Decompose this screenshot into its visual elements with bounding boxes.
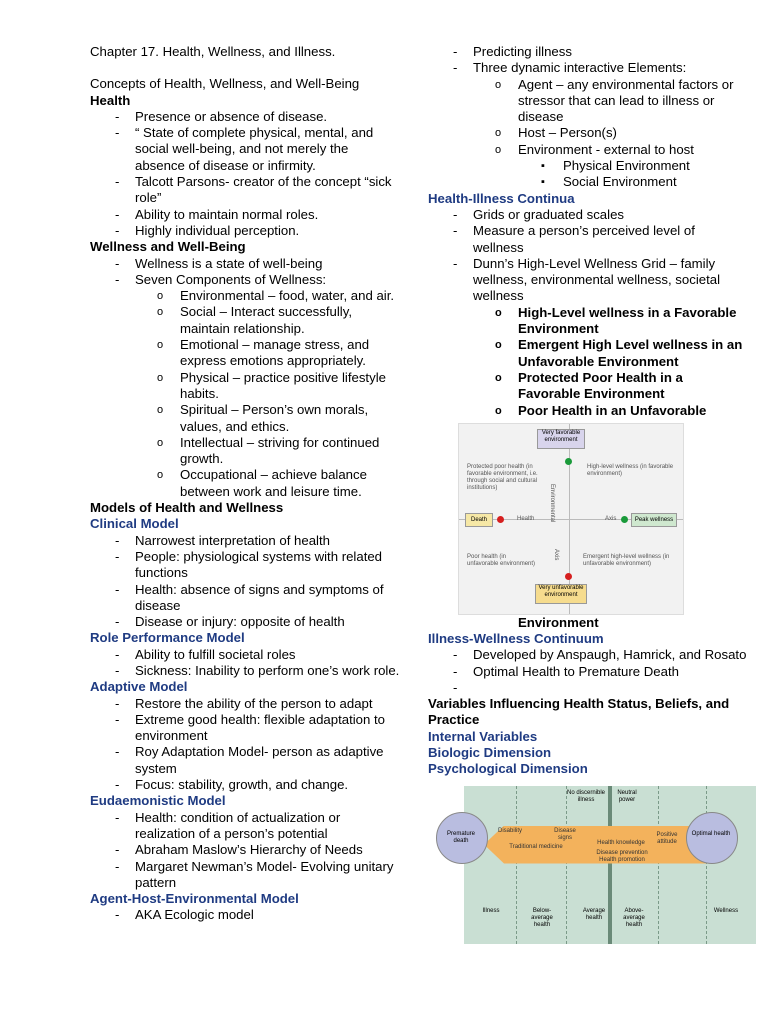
list-item: - Three dynamic interactive Elements: <box>428 60 748 76</box>
sub-item: o Social – Interact successfully, maintain relationship. <box>90 304 400 337</box>
right-column <box>428 44 748 944</box>
sub-sub-item: ▪ Social Environment <box>428 174 748 190</box>
left-column <box>90 44 400 924</box>
sub-item: o Intellectual – striving for continued growth. <box>90 435 400 468</box>
above-average-label: Above-average health <box>623 907 645 928</box>
sub-item: o Emergent High Level wellness in an Unfavorable Environment <box>428 337 748 370</box>
disease-signs-label: Disease signs <box>554 827 576 841</box>
sub-item: o Physical – practice positive lifestyle habits. <box>90 370 400 403</box>
list-item: - AKA Ecologic model <box>90 907 400 923</box>
list-item: - Talcott Parsons- creator of the concept “sick role” <box>90 174 400 207</box>
peak-wellness-box: Peak wellness <box>631 513 677 527</box>
emergent-label: Emergent high-level wellness (in unfavorable environment) <box>583 553 670 567</box>
clinical-heading: Clinical Model <box>90 516 179 532</box>
red-dot <box>497 516 504 523</box>
internal-heading: Internal Variables <box>428 728 538 744</box>
continua-heading: Health-Illness Continua <box>428 190 575 206</box>
list-item: - Presence or absence of disease. <box>90 109 400 125</box>
eudaemonistic-heading: Eudaemonistic Model <box>90 793 226 809</box>
list-item: - Predicting illness <box>428 44 748 60</box>
models-heading: Models of Health and Wellness <box>90 500 284 516</box>
list-item <box>428 680 748 696</box>
list-item: - Wellness is a state of well-being <box>90 256 400 272</box>
wellness-grid-figure <box>458 423 684 615</box>
sub-item: o Agent – any environmental factors or stressor that can lead to illness or disease <box>428 77 748 126</box>
chapter-title: Chapter 17. Health, Wellness, and Illness. <box>90 44 336 59</box>
list-item: - “ State of complete physical, mental, and social well-being, and not merely the absence of disease or infirmity. <box>90 125 400 174</box>
disability-label: Disability <box>497 827 522 834</box>
list-item: - Highly individual perception. <box>90 223 400 239</box>
list-item: - Dunn’s High-Level Wellness Grid – family wellness, environmental wellness, societal wellness <box>428 256 748 305</box>
health-promotion-label: Health promotion <box>599 856 645 863</box>
list-item: - Health: condition of actualization or realization of a person’s potential <box>90 810 400 843</box>
adaptive-heading: Adaptive Model <box>90 679 188 695</box>
sub-item: o Host – Person(s) <box>428 125 748 141</box>
disease-prevention-label: Disease prevention <box>596 849 648 856</box>
list-item: - Focus: stability, growth, and change. <box>90 777 400 793</box>
axis-label: Axis <box>605 515 617 522</box>
sub-item: o Environmental – food, water, and air. <box>90 288 400 304</box>
traditional-medicine-label: Traditional medicine <box>509 843 563 850</box>
biologic-heading: Biologic Dimension <box>428 744 552 760</box>
sub-item: o Environment - external to host <box>428 142 748 158</box>
protected-label: Protected poor health (in favorable environment, i.e. through social and cultural institutions) <box>467 463 538 491</box>
axis-label-vertical: Axis <box>553 548 559 561</box>
environmental-axis-label: Environmental <box>549 483 555 523</box>
role-heading: Role Performance Model <box>90 630 245 646</box>
list-item: - Extreme good health: flexible adaptation to environment <box>90 712 400 745</box>
death-box: Death <box>465 513 493 527</box>
list-item: - Roy Adaptation Model- person as adaptive system <box>90 744 400 777</box>
sub-item: o Spiritual – Person’s own morals, values, and ethics. <box>90 402 400 435</box>
list-item: - Narrowest interpretation of health <box>90 533 400 549</box>
agent-host-heading: Agent-Host-Environmental Model <box>90 891 299 907</box>
health-knowledge-label: Health knowledge <box>597 839 645 846</box>
list-item: - Abraham Maslow’s Hierarchy of Needs <box>90 842 400 858</box>
illness-label: Illness <box>482 907 500 914</box>
health-heading: Health <box>90 92 131 108</box>
list-item: - Developed by Anspaugh, Hamrick, and Rosato <box>428 647 748 663</box>
red-dot <box>565 573 572 580</box>
psychological-heading: Psychological Dimension <box>428 761 588 777</box>
list-item: - Health: absence of signs and symptoms of disease <box>90 582 400 615</box>
list-item: - Measure a person’s perceived level of wellness <box>428 223 748 256</box>
health-label: Health <box>517 515 535 522</box>
list-item: - Sickness: Inability to perform one’s work role. <box>90 663 400 679</box>
poor-health-label: Poor health (in unfavorable environment) <box>467 553 536 567</box>
very-unfavorable-box: Very unfavorable environment <box>535 584 587 604</box>
list-item: - Margaret Newman’s Model- Evolving unitary pattern <box>90 859 400 892</box>
neutral-power-label: Neutral power <box>617 789 637 803</box>
green-dot <box>565 458 572 465</box>
wellness-heading: Wellness and Well-Being <box>90 239 246 255</box>
sub-item: o High-Level wellness in a Favorable Environment <box>428 305 748 338</box>
environment-word: Environment <box>518 614 599 630</box>
list-item: - Optimal Health to Premature Death <box>428 664 748 680</box>
continuum-figure <box>436 786 762 944</box>
sub-item: o Protected Poor Health in a Favorable Environment <box>428 370 748 403</box>
no-illness-label: No discernible illness <box>566 789 606 803</box>
sub-sub-item: ▪ Physical Environment <box>428 158 748 174</box>
wellness-label: Wellness <box>713 907 739 914</box>
premature-death-label: Premature death <box>446 830 475 844</box>
sub-item: o Poor Health in an Unfavorable <box>428 403 748 419</box>
illness-wellness-heading: Illness-Wellness Continuum <box>428 631 604 647</box>
list-item: - People: physiological systems with related functions <box>90 549 400 582</box>
list-item: - Disease or injury: opposite of health <box>90 614 400 630</box>
very-favorable-box: Very favorable environment <box>537 429 585 449</box>
concepts-heading: Concepts of Health, Wellness, and Well-Being <box>90 76 360 92</box>
sub-item: o Emotional – manage stress, and express emotions appropriately. <box>90 337 400 370</box>
positive-attitude-label: Positive attitude <box>656 831 678 845</box>
list-item: - Ability to maintain normal roles. <box>90 207 400 223</box>
optimal-health-circle <box>686 812 738 864</box>
sub-item: o Occupational – achieve balance between work and leisure time. <box>90 467 400 500</box>
green-dot <box>621 516 628 523</box>
list-item: - Grids or graduated scales <box>428 207 748 223</box>
high-level-label: High-level wellness (in favorable environment) <box>587 463 674 477</box>
average-health-label: Average health <box>582 907 606 921</box>
list-item: - Restore the ability of the person to adapt <box>90 696 400 712</box>
optimal-health-label: Optimal health <box>691 830 731 837</box>
list-item: - Seven Components of Wellness: <box>90 272 400 288</box>
variables-heading: Variables Influencing Health Status, Beliefs, and Practice <box>428 696 730 728</box>
list-item: - Ability to fulfill societal roles <box>90 647 400 663</box>
below-average-label: Below-average health <box>531 907 553 928</box>
